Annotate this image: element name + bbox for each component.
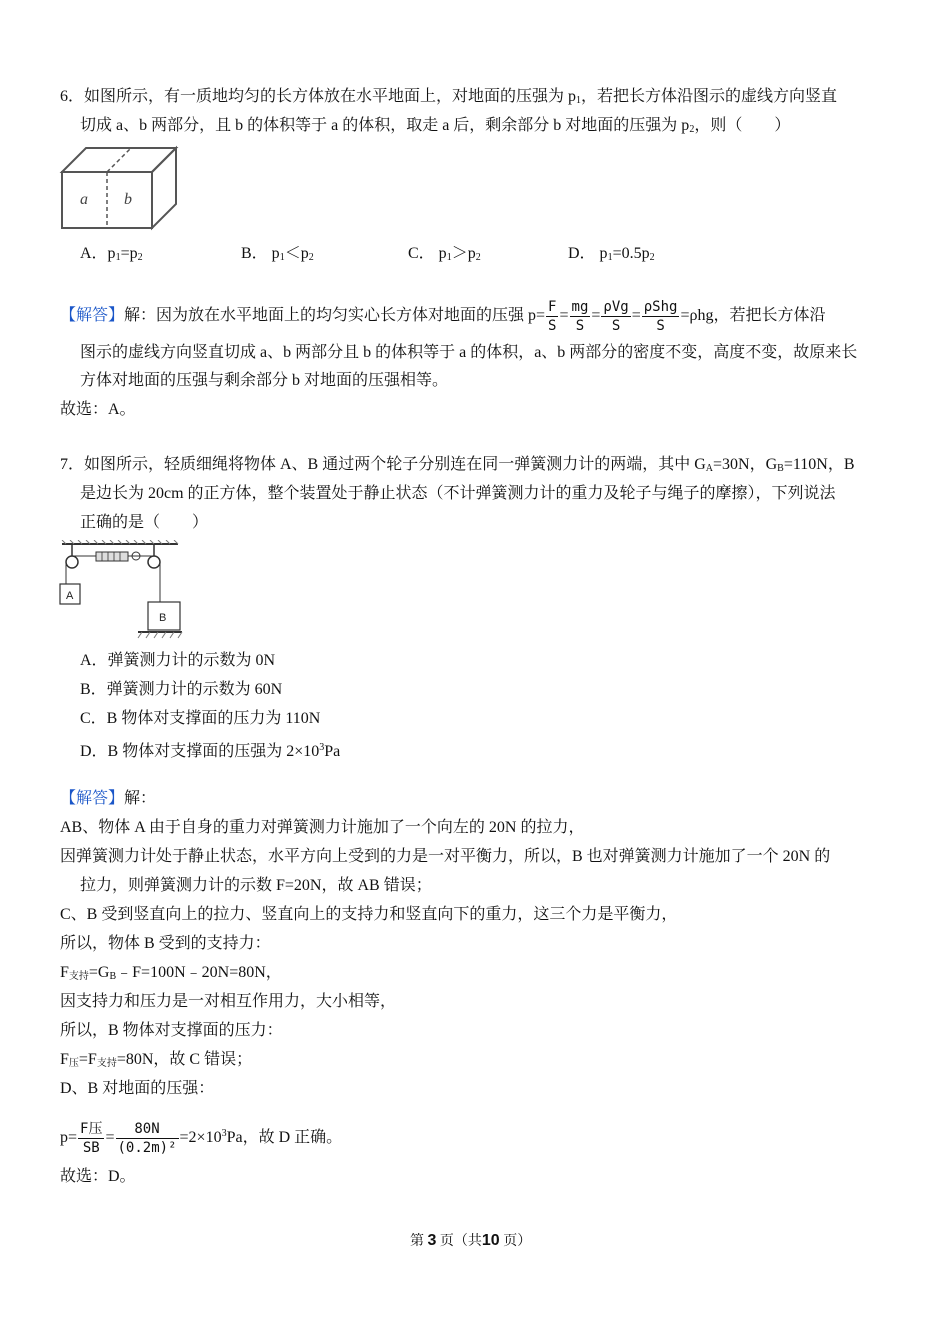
a7-line1: AB、物体 A 由于自身的重力对弹簧测力计施加了一个向左的 20N 的拉力， bbox=[60, 819, 585, 836]
a7-line8: 所以，B 物体对支撑面的压力： bbox=[60, 1022, 283, 1039]
a7-line9: $F_压=F_{支持}=80N$，故 C 错误； bbox=[60, 1051, 253, 1069]
a6-frac-3: $\frac{\text{ρVg}}{S}$ bbox=[603, 299, 629, 334]
q7-stem-line3: 正确的是（ ） bbox=[80, 514, 209, 531]
a7-heading: 【解答】解： bbox=[60, 790, 157, 807]
a6-line2: 图示的虚线方向竖直切成 a、b 两部分且 b 的体积等于 a 的体积，a、b 两部分的密度不变，高度不变，故原来长 bbox=[80, 344, 858, 361]
q6-stem-line1: 6．如图所示，有一质地均匀的长方体放在水平地面上，对地面的压强为 $p_1$，若把长方体沿图示的虚线方向竖直 bbox=[60, 88, 838, 106]
a7-line6: $F_{支持}=G_B﹣F=100N﹣20N=80N$， bbox=[60, 964, 282, 982]
a6-line3: 方体对地面的压强与剩余部分 b 对地面的压强相等。 bbox=[80, 372, 449, 389]
a6-frac-2: $\frac{mg}{S}$ bbox=[571, 299, 589, 334]
q7-fig-label-b: B bbox=[159, 612, 167, 624]
page-number: 3 bbox=[427, 1232, 437, 1249]
q6-option-d[interactable]: D． $p_1=0.5p_2$ bbox=[568, 245, 655, 263]
q7-stem-line1: 7．如图所示，轻质细绳将物体 A、B 通过两个轮子分别连在同一弹簧测力计的两端，其中 $G_A=30N$，$G_B=110N$，B bbox=[60, 456, 855, 474]
a7-line10: D、B 对地面的压强： bbox=[60, 1080, 215, 1097]
q7-stem-line2: 是边长为 20cm 的正方体，整个装置处于静止状态（不计弹簧测力计的重力及轮子与绳子的摩擦），下列说法 bbox=[80, 485, 836, 502]
a7-line4: C、B 受到竖直向上的拉力、竖直向上的支持力和竖直向下的重力，这三个力是平衡力， bbox=[60, 906, 678, 923]
a6-choice: 故选：A。 bbox=[60, 401, 136, 418]
a7-answer-tag: 【解答】 bbox=[60, 790, 125, 807]
q6-option-a[interactable]: A．$p_1=p_2$ bbox=[80, 245, 143, 263]
a7-frac-1: $\frac{\text{F压}}{SB}$ bbox=[80, 1120, 103, 1156]
a7-equation: p= $\frac{\text{F压}}{SB}$ = $\frac{80N}{\text{(0.2m)²}}$ $=2\times 10^3Pa$，故 D 正确。 bbox=[60, 1120, 343, 1156]
q7-pulley-figure bbox=[58, 540, 183, 640]
a6-frac-1: $\frac{F}{S}$ bbox=[548, 299, 557, 334]
a6-frac-4: $\frac{\text{ρShg}}{S}$ bbox=[643, 299, 678, 334]
a6-answer-tag: 【解答】 bbox=[60, 307, 125, 325]
q7-option-b[interactable]: B．弹簧测力计的示数为 60N bbox=[80, 681, 283, 698]
a7-line2: 因弹簧测力计处于静止状态，水平方向上受到的力是一对平衡力，所以，B 也对弹簧测力计施加了一个 20N 的 bbox=[60, 848, 831, 865]
a6-line1: 【解答】解：因为放在水平地面上的均匀实心长方体对地面的压强 p= $\frac{F}{S}$ = $\frac{mg}{S}$ = $\frac{\text{ρVg}}{S}$ = $\frac{\text{ρShg}}{S}$ =ρhg，若把长方体沿 bbox=[60, 299, 826, 334]
page-total: 10 bbox=[481, 1232, 500, 1249]
q6-box-figure bbox=[58, 144, 182, 232]
q6-fig-label-a: a bbox=[80, 191, 88, 208]
q6-stem-line2: 切成 a、b 两部分，且 b 的体积等于 a 的体积，取走 a 后，剩余部分 b 对地面的压强为 $p_2$，则（ ） bbox=[80, 117, 791, 135]
q7-fig-label-a: A bbox=[66, 590, 74, 602]
q6-option-b[interactable]: B． $p_1<p_2$ bbox=[241, 245, 314, 263]
page-footer: 第 3 页（共10 页） bbox=[410, 1232, 532, 1249]
a7-frac-2: $\frac{80N}{\text{(0.2m)²}}$ bbox=[117, 1120, 177, 1156]
q7-option-c[interactable]: C．B 物体对支撑面的压力为 110N bbox=[80, 710, 321, 727]
a7-choice: 故选：D。 bbox=[60, 1168, 136, 1185]
a7-line7: 因支持力和压力是一对相互作用力，大小相等， bbox=[60, 993, 397, 1010]
a7-line5: 所以，物体 B 受到的支持力： bbox=[60, 935, 271, 952]
q6-option-c[interactable]: C． $p_1>p_2$ bbox=[408, 245, 481, 263]
q7-option-d[interactable]: D．B 物体对支撑面的压强为 $2\times 10^3Pa$ bbox=[80, 742, 341, 760]
q7-option-a[interactable]: A．弹簧测力计的示数为 0N bbox=[80, 652, 276, 669]
a7-line3: 拉力，则弹簧测力计的示数 F=20N，故 AB 错误； bbox=[80, 877, 432, 894]
q6-fig-label-b: b bbox=[124, 191, 132, 208]
